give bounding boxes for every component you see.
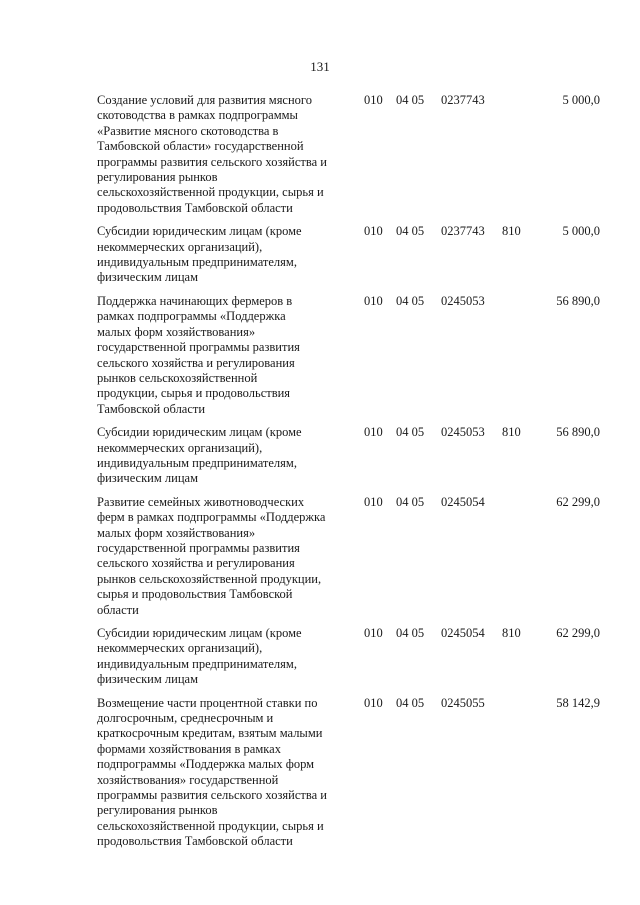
table-row: [0, 425, 640, 487]
row-target-code: 0245053: [441, 425, 485, 440]
row-ministry-code: 010: [364, 494, 383, 509]
row-section-code: 04 05: [396, 494, 425, 509]
row-description: Возмещение части процентной ставки по долгосрочным, среднесрочным и краткосрочным кредитам, взятым малыми формами хозяйствования в рамках подпрограммы «Поддержка малых форм хозяйствования» государственной программы развития сельского хозяйства и регулирования рынков сельскохозяйственной продукции, сырья и продовольствия Тамбовской области: [97, 695, 327, 849]
row-amount: 62 299,0: [556, 494, 600, 509]
row-ministry-code: 010: [364, 93, 383, 107]
row-expense-type: 810: [502, 626, 521, 640]
table-row: [0, 696, 640, 850]
row-section-code: 04 05: [396, 293, 425, 308]
row-description: Создание условий для развития мясного скотоводства в рамках подпрограммы «Развитие мясного скотоводства в Тамбовской области» государственной программы развития сельского хозяйства и регулирования рынков сельскохозяйственной продукции, сырья и продовольствия Тамбовской области: [97, 93, 327, 215]
page-number: 131: [310, 59, 330, 74]
row-description: Субсидии юридическим лицам (кроме некоммерческих организаций), индивидуальным предпринимателям, физическим лицам: [97, 224, 302, 285]
row-section-code: 04 05: [396, 695, 425, 710]
row-description: Субсидии юридическим лицам (кроме некоммерческих организаций), индивидуальным предпринимателям, физическим лицам: [97, 626, 302, 687]
row-section-code: 04 05: [396, 425, 425, 440]
row-section-code: 04 05: [396, 224, 425, 239]
row-ministry-code: 010: [364, 695, 383, 710]
table-row: [0, 294, 640, 417]
row-target-code: 0237743: [441, 93, 485, 107]
row-ministry-code: 010: [364, 224, 383, 239]
row-amount: 56 890,0: [556, 293, 600, 308]
table-row: [0, 224, 640, 286]
table-row: [0, 93, 640, 216]
row-ministry-code: 010: [364, 425, 383, 440]
row-section-code: 04 05: [396, 93, 425, 107]
row-amount: 62 299,0: [556, 626, 600, 640]
table-row: [0, 626, 640, 688]
row-description: Развитие семейных животноводческих ферм в рамках подпрограммы «Поддержка малых форм хозяйствования» государственной программы развития сельского хозяйства и регулирования рынков сельскохозяйственной продукции, сырья и продовольствия Тамбовской области: [97, 494, 326, 617]
row-expense-type: 810: [502, 425, 521, 440]
table-row: [0, 495, 640, 618]
row-amount: 5 000,0: [562, 224, 600, 239]
budget-table: [0, 93, 640, 858]
row-ministry-code: 010: [364, 626, 383, 640]
row-target-code: 0245054: [441, 494, 485, 509]
row-ministry-code: 010: [364, 293, 383, 308]
row-amount: 5 000,0: [562, 93, 600, 107]
row-expense-type: 810: [502, 224, 521, 239]
row-amount: 58 142,9: [556, 695, 600, 710]
row-target-code: 0237743: [441, 224, 485, 239]
row-target-code: 0245054: [441, 626, 485, 640]
row-description: Поддержка начинающих фермеров в рамках подпрограммы «Поддержка малых форм хозяйствования» государственной программы развития сельского хозяйства и регулирования рынков сельскохозяйственной продукции, сырья и продовольствия Тамбовской области: [97, 293, 300, 416]
row-amount: 56 890,0: [556, 425, 600, 440]
row-target-code: 0245053: [441, 293, 485, 308]
row-section-code: 04 05: [396, 626, 425, 640]
row-description: Субсидии юридическим лицам (кроме некоммерческих организаций), индивидуальным предпринимателям, физическим лицам: [97, 425, 302, 486]
row-target-code: 0245055: [441, 695, 485, 710]
